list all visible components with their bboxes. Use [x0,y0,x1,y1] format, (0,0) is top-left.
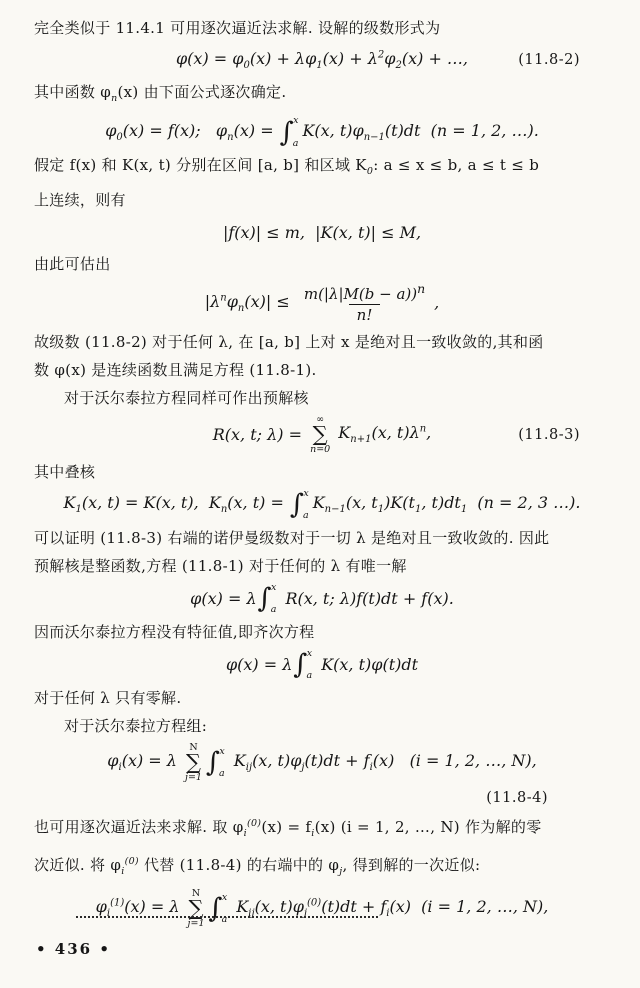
math-expression: $K_{n+1}(x$, $t)\lambda^n$, [333,423,432,446]
text-line: 由此可估出 [34,255,111,273]
math-expression: K(x, $t)\varphi_{n-1}(t)dt$ (n = 1, 2, …). [302,120,539,144]
integral-limits [293,116,299,148]
equation [34,278,610,328]
text-line: 对于任何 λ 只有零解. [34,688,182,707]
integral-glyph: ∫ [293,649,308,680]
page-number: • 436 • [36,940,111,958]
math-expression: $K_{n-1}(x$, $t_1)K(t_1$, $t)dt_1$ (n = 2, 3 …). [312,493,581,516]
fraction-denominator: n! [349,304,381,325]
paragraph [34,14,610,42]
equation [34,486,610,524]
integral-lower-limit: a [221,914,228,925]
integral-limits [271,583,277,615]
integral-glyph: ∫ [289,489,305,520]
math-expression: R(x, t; λ)f(t)dt + f(x). [280,589,454,608]
integral-glyph: ∫ [279,116,294,148]
equation [34,214,610,250]
math-expression: $\varphi_i^{(1)}(x) = \lambda$ [95,897,185,920]
math-expression: , [434,293,440,313]
text-line: 因而沃尔泰拉方程没有特征值,即齐次方程 [34,622,315,641]
paragraph [34,328,610,384]
paragraph [34,712,610,740]
math-expression: $K_{ij}(x$, $t)\varphi_j(t)dt + f_i(x)$ (i = 1, 2, …, N), [228,751,537,774]
equation [34,412,610,458]
equation-body [213,415,432,455]
math-expression: φ(x) = λ [190,589,257,608]
summation-glyph: ∑ [185,750,201,774]
summation-sign [185,743,202,783]
text-line: 可以证明 (11.8-3) 右端的诺伊曼级数对于一切 λ 是绝对且一致收敛的. 因此 [34,528,550,547]
math-expression: R(x, t; λ) = [212,425,308,444]
equation-number: (11.8-3) [518,426,580,443]
equation-body [64,489,581,521]
summation-lower-limit: n=0 [310,444,331,455]
integral-lower-limit: a [306,670,313,681]
equation-body [226,649,418,681]
paragraph [34,78,610,113]
summation-upper-limit: ∞ [316,413,325,425]
math-expression: |f(x)| ≤ m, |K(x, t)| ≤ M, [222,222,422,242]
integral-sign [280,116,302,148]
paragraph [34,618,610,646]
text-line: 数 φ(x) 是连续函数且满足方程 (11.8-1). [34,360,317,379]
text-line: 故级数 (11.8-2) 对于任何 λ, 在 [a, b] 上对 x 是绝对且一致收敛的,其和函 [34,332,544,351]
paragraph [34,524,610,580]
integral-lower-limit: a [303,510,309,521]
integral-sign [258,583,280,615]
text-line: 其中叠核 [34,462,96,481]
fraction-numerator: $m(|\lambda|M(b - a))^n$ [303,281,426,303]
equation-body [105,116,539,148]
math-expression: $|\lambda^n\varphi_n(x)|$ ≤ [204,291,295,314]
integral-glyph: ∫ [257,583,272,614]
paragraph [34,250,610,278]
integral-glyph: ∫ [208,893,223,924]
integral-lower-limit: a [292,137,299,149]
math-expression: φ(x) = λ [225,655,293,674]
text-line: 次近似. 将 $\varphi_i^{(0)}$ 代替 (11.8-4) 的右端中的 $\varphi_j$, 得到解的一次近似: [34,855,481,877]
summation-upper-limit: N [191,887,201,899]
page-content [34,14,610,932]
text-line: 上连续，则有 [34,191,126,209]
math-expression: $\varphi_0(x) = f(x)$; $\varphi_n(x)$ = [105,120,279,144]
summation-glyph: ∑ [188,896,204,920]
text-line: 预解核是整函数,方程 (11.8-1) 对于任何的 λ 有唯一解 [34,556,407,575]
summation-lower-limit: j=1 [187,918,205,929]
summation-sign [188,889,205,929]
equation-body [205,281,440,325]
integral-upper-limit: x [219,745,225,757]
text-line: 完全类似于 11.4.1 可用逐次逼近法求解. 设解的级数形式为 [34,19,441,37]
equation [34,886,610,932]
math-expression: $\varphi(x) = \varphi_0(x) + \lambda\varphi_1(x) + \lambda^2\varphi_2(x)$ + …, [175,48,469,72]
equation-number: (11.8-2) [518,52,580,68]
text-line: 其中函数 $\varphi_n(x)$ 由下面公式逐次确定. [34,83,287,104]
text-line: 对于沃尔泰拉方程组: [64,716,208,735]
math-expression: $K_1(x$, t) = K(x, t), $K_n(x$, t) = [63,493,289,516]
summation-sign [310,415,330,455]
equation [34,646,610,684]
integral-limits [306,649,312,681]
integral-sign [290,489,312,521]
equation [34,580,610,618]
equation [34,113,610,151]
math-expression: K(x, t)φ(t)dt [316,655,419,674]
footnote-separator [76,916,378,918]
integral-sign [206,747,228,779]
equation-body [96,889,549,929]
equation-body [190,583,454,615]
integral-sign [293,649,315,681]
math-expression: $\varphi_i(x) = \lambda$ [107,751,183,774]
equation-body [176,49,468,71]
paragraph [34,151,610,214]
equation-number: (11.8-4) [486,789,548,806]
paragraph [34,684,610,712]
integral-upper-limit: x [306,647,313,659]
equation-body [107,743,536,783]
summation-upper-limit: N [189,741,198,753]
equation-body [223,223,421,242]
integral-upper-limit: x [303,487,309,499]
integral-upper-limit: x [271,581,277,593]
integral-sign [209,893,231,925]
text-line: 也可用逐次逼近法来求解. 取 $\varphi_i^{(0)}(x) = f_i(x) (i = 1$, 2, …, N) 作为解的零 [34,817,542,839]
fraction [299,281,430,325]
summation-glyph: ∑ [312,422,328,446]
paragraph [34,458,610,486]
integral-upper-limit: x [221,891,228,903]
equation [34,42,610,78]
summation-lower-limit: j=1 [185,772,202,783]
paragraph [34,810,610,886]
integral-limits [219,747,225,779]
equation [34,740,610,786]
integral-lower-limit: a [270,604,277,615]
integral-limits [222,893,228,925]
math-expression: $K_{ij}(x$, $t)\varphi_j^{(0)}(t)dt + f_i(x)$ (i = 1, 2, …, N), [231,897,549,920]
integral-upper-limit: x [293,115,299,126]
integral-glyph: ∫ [205,747,221,778]
paragraph [34,384,610,412]
text-line: 假定 f(x) 和 K(x, t) 分别在区间 [a, b] 和区域 $K_0$: a ≤ x ≤ b, a ≤ t ≤ b [34,156,540,177]
integral-lower-limit: a [219,768,225,779]
text-line: 对于沃尔泰拉方程同样可作出预解核 [64,388,309,407]
integral-limits [303,489,309,521]
